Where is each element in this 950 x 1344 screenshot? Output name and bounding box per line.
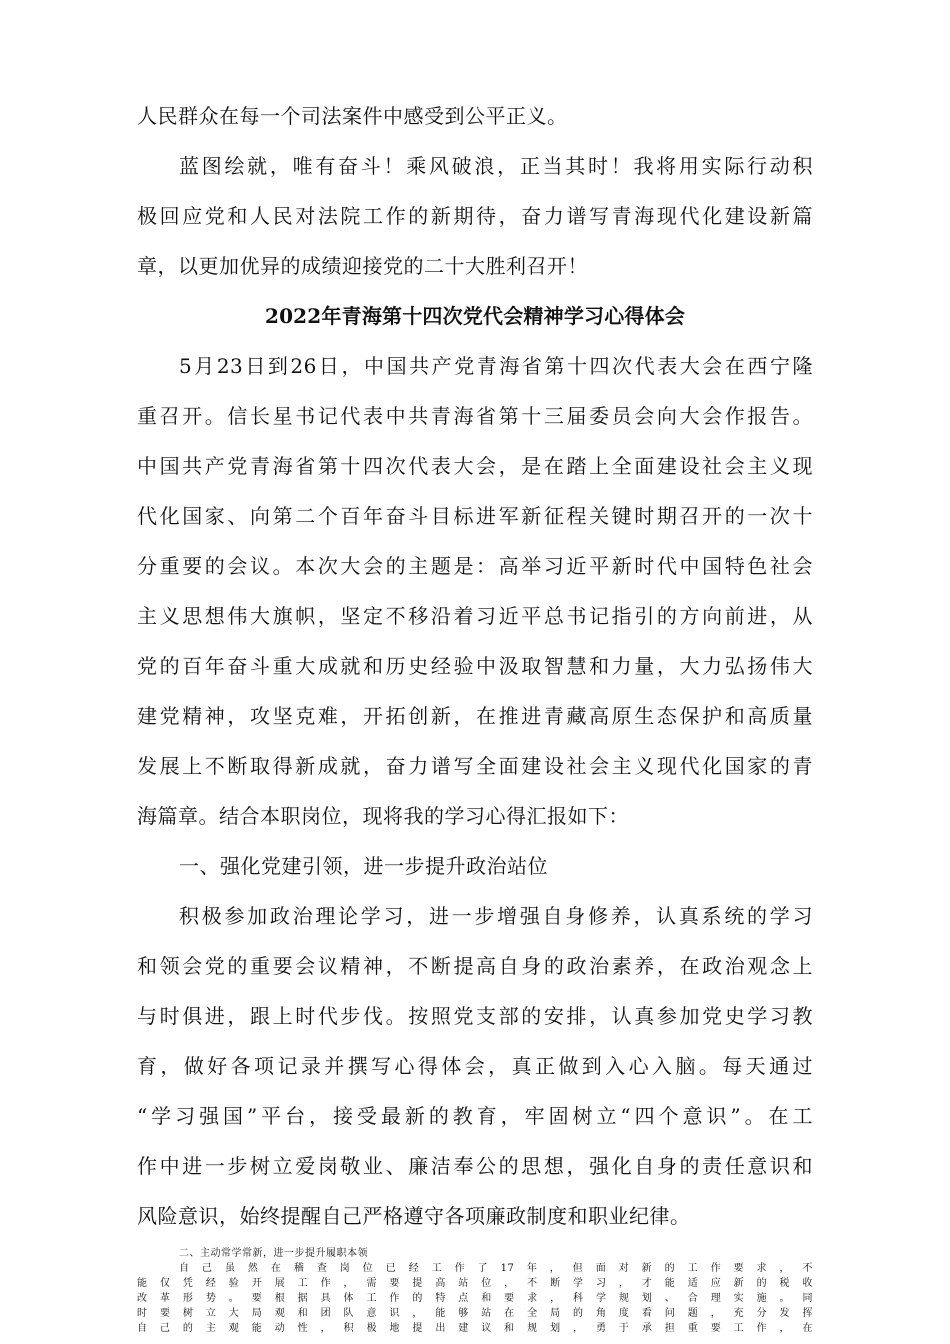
- body-text-line: 代化国家、向第二个百年奋斗目标进军新征程关键时期召开的一次十: [137, 504, 813, 528]
- body-text-line: 风险意识，始终提醒自己严格遵守各项廉政制度和职业纪律。: [137, 1204, 691, 1228]
- paragraph-first-line: 自己虽然在稽查岗位已经工作了17年，但面对新的工作要求，不: [179, 1263, 813, 1274]
- body-text-line: 主义思想伟大旗帜，坚定不移沿着习近平总书记指引的方向前进，从: [137, 604, 813, 628]
- body-text-line: 和领会党的重要会议精神，不断提高自身的政治素养，在政治观念上: [137, 954, 813, 978]
- body-text-line: 能仅凭经验开展工作，需要提高站位，不断学习，才能适应新的税收: [137, 1278, 813, 1289]
- body-text-line: 建党精神，攻坚克难，开拓创新，在推进青藏高原生态保护和高质量: [137, 704, 813, 728]
- paragraph-first-line: 蓝图绘就，唯有奋斗！乘风破浪，正当其时！我将用实际行动积: [179, 154, 813, 178]
- body-text-line: 与时俱进，跟上时代步伐。按照党支部的安排，认真参加党史学习教: [137, 1004, 813, 1028]
- body-text-line: 人民群众在每一个司法案件中感受到公平正义。: [137, 104, 568, 128]
- body-text-line: 海篇章。结合本职岗位，现将我的学习心得汇报如下：: [137, 804, 629, 828]
- body-text-line: 党的百年奋斗重大成就和历史经验中汲取智慧和力量，大力弘扬伟大: [137, 654, 813, 678]
- body-text-line: 中国共产党青海省第十四次代表大会，是在踏上全面建设社会主义现: [137, 454, 813, 478]
- section-heading: 一、强化党建引领，进一步提升政治站位: [179, 854, 548, 878]
- section-heading: 二、主动常学常新，进一步提升履职本领: [179, 1248, 368, 1259]
- body-text-line: 章，以更加优异的成绩迎接党的二十大胜利召开！: [137, 254, 588, 278]
- body-text-line: 育，做好各项记录并撰写心得体会，真正做到入心入脑。每天通过: [137, 1054, 813, 1078]
- body-text-line: 改革形势。要根据具体工作的特点和要求，科学规划、合理实施。同: [137, 1293, 813, 1304]
- body-text-line: “学习强国”平台，接受最新的教育，牢固树立“四个意识”。在工: [137, 1104, 813, 1128]
- body-text-line: 时要树立大局观和团队意识，能够站在全局的角度看问题，充分发挥: [137, 1308, 813, 1319]
- paragraph-first-line: 积极参加政治理论学习，进一步增强自身修养，认真系统的学习: [179, 904, 813, 928]
- body-text-line: 极回应党和人民对法院工作的新期待，奋力谱写青海现代化建设新篇: [137, 204, 813, 228]
- document-title: 2022年青海第十四次党代会精神学习心得体会: [264, 304, 686, 328]
- paragraph-first-line: 5月23日到26日，中国共产党青海省第十四次代表大会在西宁隆: [179, 354, 813, 378]
- body-text-line: 自己的主观能动性，积极地提出建议和规划，勇于承担重要工作，在: [137, 1323, 813, 1334]
- body-text-line: 重召开。信长星书记代表中共青海省第十三届委员会向大会作报告。: [137, 404, 813, 428]
- body-text-line: 分重要的会议。本次大会的主题是：高举习近平新时代中国特色社会: [137, 554, 813, 578]
- body-text-line: 作中进一步树立爱岗敬业、廉洁奉公的思想，强化自身的责任意识和: [137, 1154, 813, 1178]
- body-text-line: 发展上不断取得新成就，奋力谱写全面建设社会主义现代化国家的青: [137, 754, 813, 778]
